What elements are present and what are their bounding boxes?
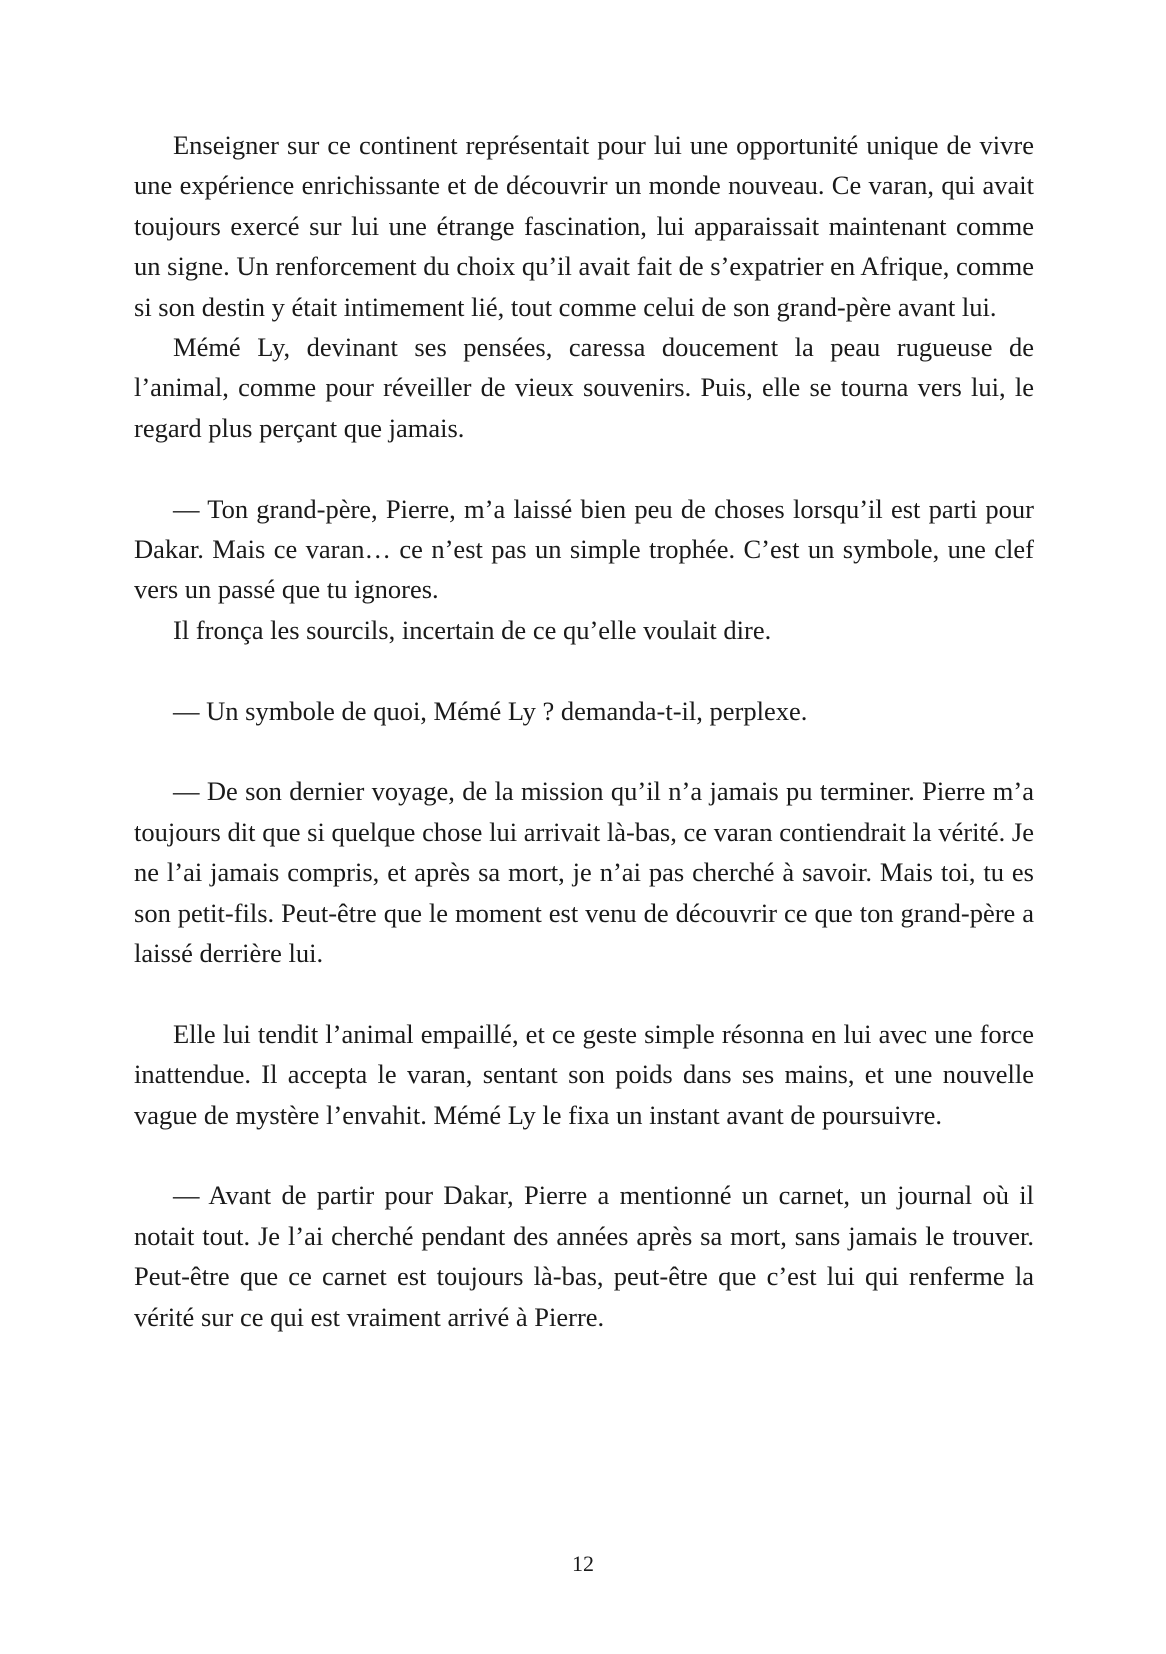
dialogue-paragraph-2: — Un symbole de quoi, Mémé Ly ? demanda-t-il, perplexe. (173, 695, 808, 726)
paragraph-gap (134, 973, 1034, 1013)
dialogue-paragraph-4: — Avant de partir pour Dakar, Pierre a mentionné un carnet, un journal où il notait tout. Je l’ai cherché pendant des années après sa mort, sans jamais le trouver. Peut-être que ce carnet est toujours là-bas, peut-être que c’est lui qui renferme la vérité sur ce qui est vraiment arrivé à Pierre. (134, 1180, 1034, 1332)
paragraph-gap (134, 448, 1034, 488)
paragraph-gap (134, 650, 1034, 690)
page-body (134, 125, 1034, 1337)
paragraph-2: Mémé Ly, devinant ses pensées, caressa doucement la peau rugueuse de l’animal, comme pour réveiller de vieux souvenirs. Puis, elle se tourna vers lui, le regard plus perçant que jamais. (134, 332, 1034, 443)
paragraph-gap (134, 731, 1034, 771)
dialogue-paragraph-3: — De son dernier voyage, de la mission qu’il n’a jamais pu terminer. Pierre m’a toujours dit que si quelque chose lui arrivait là-bas, ce varan contiendrait la vérité. Je ne l’ai jamais compris, et après sa mort, je n’ai pas cherché à savoir. Mais toi, tu es son petit-fils. Peut-être que le moment est venu de découvrir ce que ton grand-père a laissé derrière lui. (134, 776, 1034, 969)
paragraph-gap (134, 1135, 1034, 1175)
paragraph-1: Enseigner sur ce continent représentait pour lui une opportunité unique de vivre une expérience enrichissante et de découvrir un monde nouveau. Ce varan, qui avait toujours exercé sur lui une étrange fascination, lui apparaissait maintenant comme un signe. Un renforcement du choix qu’il avait fait de s’expatrier en Afrique, comme si son destin y était intimement lié, tout comme celui de son grand-père avant lui. (134, 130, 1034, 322)
dialogue-paragraph-1: — Ton grand-père, Pierre, m’a laissé bien peu de choses lorsqu’il est parti pour Dakar. Mais ce varan… ce n’est pas un simple trophée. C’est un symbole, une clef vers un passé que tu ignores. (134, 493, 1034, 605)
paragraph-4: Elle lui tendit l’animal empaillé, et ce geste simple résonna en lui avec une force inattendue. Il accepta le varan, sentant son poids dans ses mains, et une nouvelle vague de mystère l’envahit. Mémé Ly le fixa un instant avant de poursuivre. (134, 1018, 1034, 1130)
paragraph-3: Il fronça les sourcils, incertain de ce qu’elle voulait dire. (173, 614, 772, 645)
page-number: 12 (572, 1551, 594, 1576)
